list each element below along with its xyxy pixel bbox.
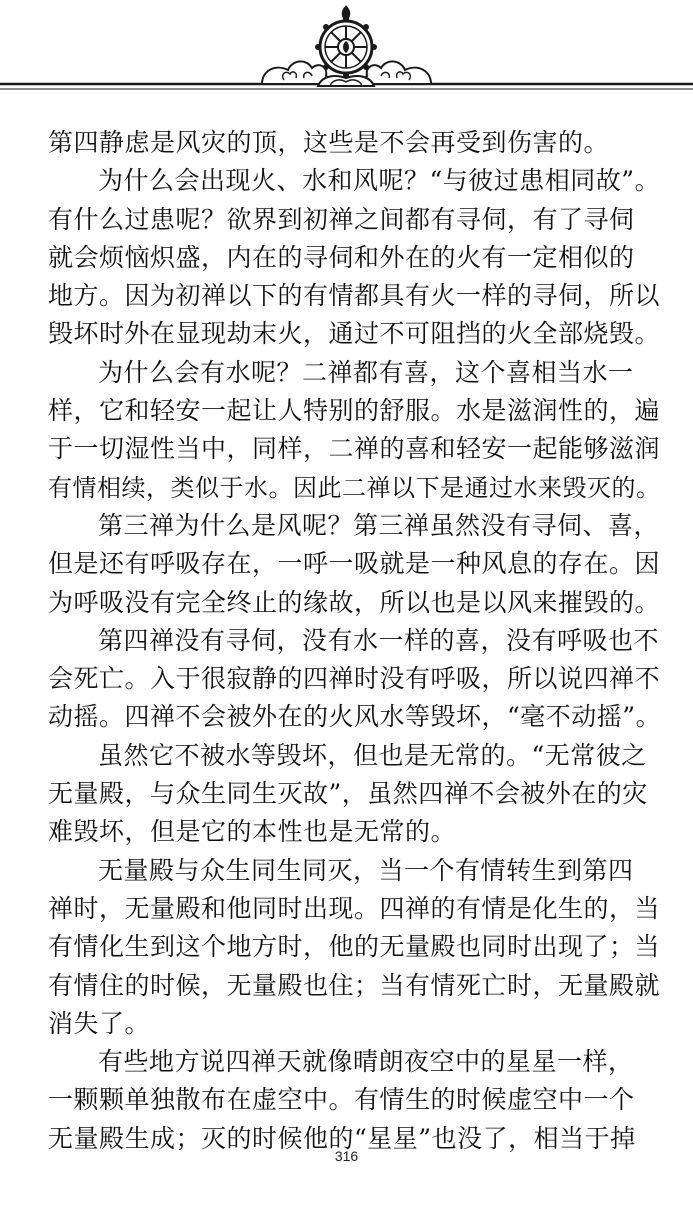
text-line: 第四禅没有寻伺，没有水一样的喜，没有呼吸也不 <box>98 625 660 655</box>
text-line: 样，它和轻安一起让人特别的舒服。水是滋润性的，遍 <box>48 396 661 426</box>
text-line: 无量殿生成；灭的时候他的“星星”也没了，相当于掉 <box>48 1123 636 1153</box>
page-number: 316 <box>334 1148 359 1164</box>
text-line: 无量殿，与众生同生灭故”，虽然四禅不会被外在的灾 <box>48 779 648 809</box>
text-line: 有情住的时候，无量殿也住；当有情死亡时，无量殿就 <box>48 970 661 1000</box>
text-line: 就会烦恼炽盛，内在的寻伺和外在的火有一定相似的 <box>48 242 635 272</box>
text-line: 但是还有呼吸存在，一呼一吸就是一种风息的存在。因 <box>48 549 661 579</box>
body-text <box>48 124 666 1158</box>
cloud-scroll-right-icon <box>364 61 431 84</box>
text-line: 为呼吸没有完全终止的缘故，所以也是以风来摧毁的。 <box>48 587 661 617</box>
text-line: 动摇。四禅不会被外在的火风水等毁坏，“毫不动摇”。 <box>48 702 662 732</box>
cloud-scroll-left-icon <box>262 61 329 84</box>
text-line: 地方。因为初禅以下的有情都具有火一样的寻伺，所以 <box>48 281 661 311</box>
text-line: 有情相续，类似于水。因此二禅以下是通过水来毁灭的。 <box>48 473 661 502</box>
text-line: 第四静虑是风灾的顶，这些是不会再受到伤害的。 <box>48 128 610 157</box>
text-line: 消失了。 <box>48 1008 151 1038</box>
text-line: 有什么过患呢？欲界到初禅之间都有寻伺，有了寻伺 <box>48 204 635 234</box>
text-line: 难毁坏，但是它的本性也是无常的。 <box>48 817 457 847</box>
text-line: 无量殿与众生同生同灭，当一个有情转生到第四 <box>98 855 634 885</box>
text-line: 有些地方说四禅天就像晴朗夜空中的星星一样， <box>98 1047 634 1077</box>
text-line: 第三禅为什么是风呢？第三禅虽然没有寻伺、喜， <box>98 510 660 540</box>
text-line: 有情化生到这个地方时，他的无量殿也同时出现了；当 <box>48 932 661 962</box>
text-line: 一颗颗单独散布在虚空中。有情生的时候虚空中一个 <box>48 1085 635 1115</box>
text-line: 于一切湿性当中，同样，二禅的喜和轻安一起能够滋润 <box>48 434 661 464</box>
text-line: 虽然它不被水等毁坏，但也是无常的。“无常彼之 <box>98 740 647 770</box>
text-line: 为什么会有水呢？二禅都有喜，这个喜相当水一 <box>98 357 634 387</box>
text-line: 会死亡。入于很寂静的四禅时没有呼吸，所以说四禅不 <box>48 664 661 694</box>
text-line: 禅时，无量殿和他同时出现。四禅的有情是化生的，当 <box>48 893 661 923</box>
text-line: 为什么会出现火、水和风呢？“与彼过患相同故”。 <box>98 166 661 196</box>
header-ornament <box>0 0 693 110</box>
text-line: 毁坏时外在显现劫末火，通过不可阻挡的火全部烧毁。 <box>48 319 661 349</box>
